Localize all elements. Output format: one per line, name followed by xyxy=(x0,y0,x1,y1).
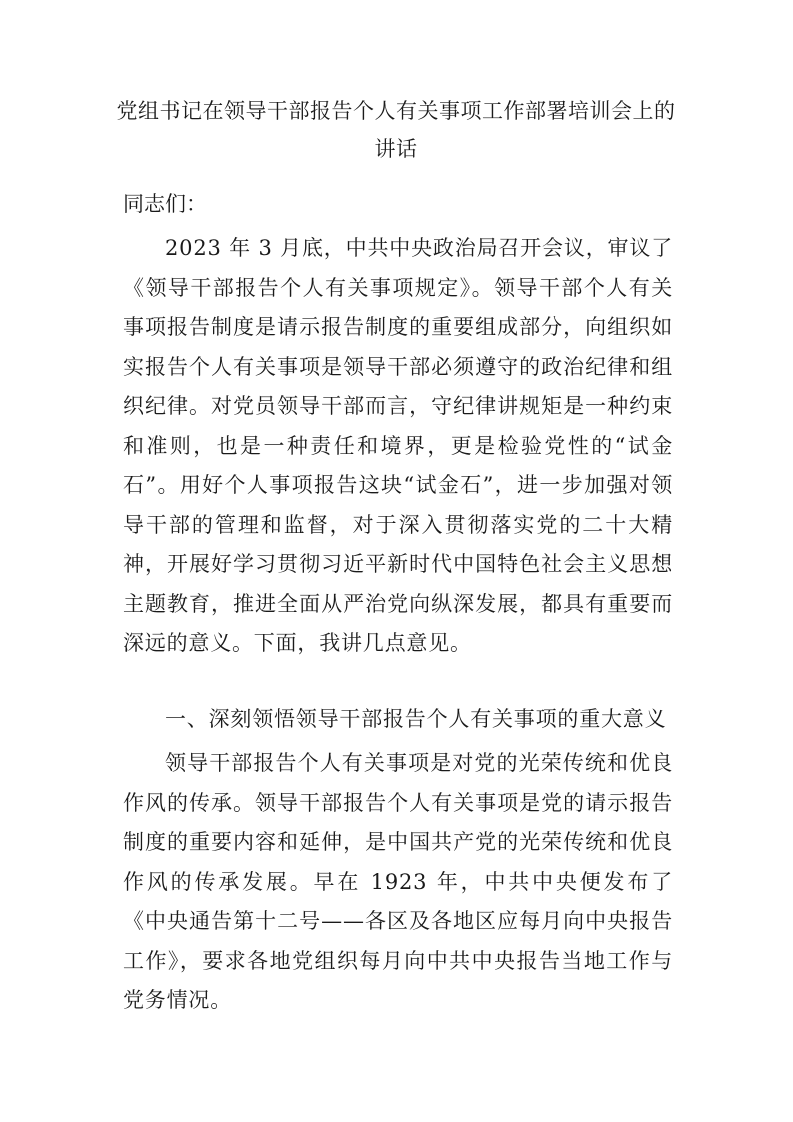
section-heading: 一、深刻领悟领导干部报告个人有关事项的重大意义 xyxy=(165,707,667,731)
document-title: 党组书记在领导干部报告个人有关事项工作部署培训会上的讲话 xyxy=(116,99,676,161)
salutation: 同志们： xyxy=(123,192,207,216)
body-paragraph: 2023 年 3 月底，中共中央政治局召开会议，审议了《领导干部报告个人有关事项规定》。领导干部个人有关事项报告制度是请示报告制度的重要组成部分，向组织如实报告个人有关事项是领导干部必须遵守的政治纪律和组织纪律。对党员领导干部而言，守纪律讲规矩是一种约束和准则，也是一种责任和境界，更是检验党性的“试金石”。用好个人事项报告这块“试金石”，进一步加强对领导干部的管理和监督，对于深入贯彻落实党的二十大精神，开展好学习贯彻习近平新时代中国特色社会主义思想主题教育，推进全面从严治党向纵深发展，都具有重要而深远的意义。下面，我讲几点意见。 xyxy=(123,236,673,655)
body-paragraph: 领导干部报告个人有关事项是对党的光荣传统和优良作风的传承。领导干部报告个人有关事项是党的请示报告制度的重要内容和延伸，是中国共产党的光荣传统和优良作风的传承发展。早在 1923 年，中共中央便发布了《中央通告第十二号——各区及各地区应每月向中央报告工作》，要求各地党组织每月向中共中央报告当地工作与党务情况。 xyxy=(123,751,673,1012)
